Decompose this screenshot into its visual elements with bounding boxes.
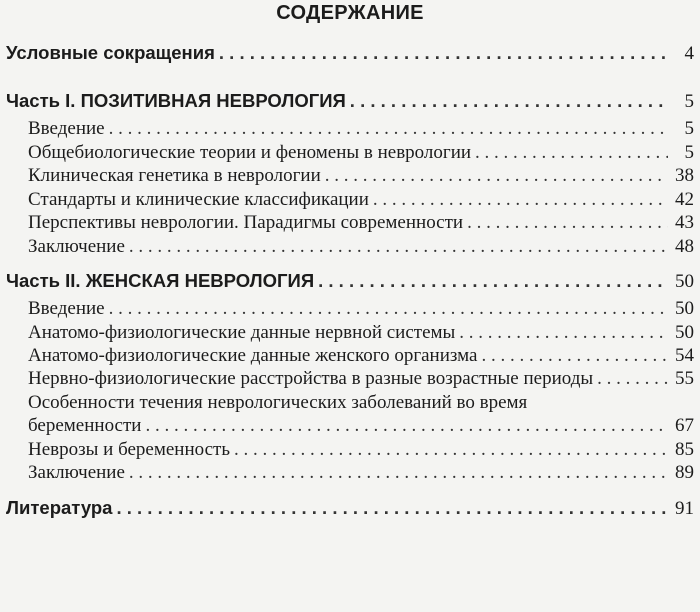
- toc-entry: [28, 118, 694, 140]
- toc-entry-page: 54: [675, 345, 694, 366]
- leader-dots: [475, 142, 668, 164]
- toc-part-2: [6, 270, 694, 293]
- toc-entry: [28, 165, 694, 187]
- toc-entry: [28, 236, 694, 258]
- toc-entry: [28, 322, 694, 344]
- toc-entry: [28, 368, 694, 390]
- toc-entry-abbreviations: [6, 42, 694, 65]
- toc-entry-label: Литература: [6, 497, 113, 518]
- toc-part-label: Часть II. ЖЕНСКАЯ НЕВРОЛОГИЯ: [6, 270, 315, 291]
- toc-entry-page: 67: [675, 415, 694, 436]
- toc-entry: [28, 142, 694, 164]
- toc-entry-label: Перспективы неврологии. Парадигмы современности: [28, 212, 464, 233]
- toc-entry-label: Нервно-физиологические расстройства в разные возрастные периоды: [28, 368, 594, 389]
- toc-entry-label: Анатомо-физиологические данные женского организма: [28, 345, 478, 366]
- leader-dots: [597, 368, 668, 390]
- page-title: СОДЕРЖАНИЕ: [276, 2, 424, 24]
- toc-entry-page: 91: [675, 498, 694, 519]
- toc-entry-page: 50: [675, 298, 694, 319]
- toc-part-page: 50: [675, 271, 694, 292]
- toc-entry-label: беременности: [28, 415, 142, 436]
- toc-entry-label: Стандарты и клинические классификации: [28, 189, 369, 210]
- toc-entry-page: 85: [675, 439, 694, 460]
- toc-entry-label: Анатомо-физиологические данные нервной системы: [28, 322, 456, 343]
- toc-entry-page: 38: [675, 165, 694, 186]
- toc-entry-page: 42: [675, 189, 694, 210]
- toc-entry-label: Условные сокращения: [6, 42, 215, 63]
- toc-entry: [28, 212, 694, 234]
- toc-entry-page: 4: [684, 43, 694, 64]
- toc-entry-page: 55: [675, 368, 694, 389]
- toc-entry-label-line1: Особенности течения неврологических заболеваний во время: [28, 392, 528, 413]
- toc-entry-page: 89: [675, 462, 694, 483]
- toc-entry: [28, 345, 694, 367]
- toc-entry: [28, 298, 694, 320]
- toc-entry-label: Заключение: [28, 236, 125, 257]
- toc-part-page: 5: [684, 91, 694, 112]
- toc-entry: [28, 415, 694, 437]
- toc-entry-literature: [6, 497, 694, 520]
- toc-part-label: Часть I. ПОЗИТИВНАЯ НЕВРОЛОГИЯ: [6, 90, 346, 111]
- leader-dots: [481, 345, 668, 367]
- toc-entry: [28, 189, 694, 211]
- leader-dots: [325, 165, 668, 187]
- leader-dots: [109, 298, 668, 320]
- toc-entry-page: 43: [675, 212, 694, 233]
- toc-entry-page: 5: [684, 142, 694, 163]
- leader-dots: [129, 236, 668, 258]
- leader-dots: [116, 497, 668, 519]
- toc-entry: [28, 439, 694, 461]
- toc-entry-label: Введение: [28, 298, 105, 319]
- toc-entry-label: Клиническая генетика в неврологии: [28, 165, 321, 186]
- leader-dots: [109, 118, 668, 140]
- toc-entry-label: Введение: [28, 118, 105, 139]
- leader-dots: [219, 42, 668, 64]
- leader-dots: [373, 189, 668, 211]
- leader-dots: [459, 322, 668, 344]
- leader-dots: [467, 212, 668, 234]
- toc-entry-page: 50: [675, 322, 694, 343]
- leader-dots: [145, 415, 668, 437]
- leader-dots: [350, 90, 668, 112]
- toc-part-1: [6, 90, 694, 113]
- toc-entry-label: Заключение: [28, 462, 125, 483]
- leader-dots: [318, 270, 668, 292]
- leader-dots: [129, 462, 668, 484]
- toc-entry-page: 48: [675, 236, 694, 257]
- toc-entry-label: Общебиологические теории и феномены в неврологии: [28, 142, 472, 163]
- toc-entry-label: Неврозы и беременность: [28, 439, 231, 460]
- toc-entry: [28, 462, 694, 484]
- toc-entry-page: 5: [684, 118, 694, 139]
- leader-dots: [234, 439, 668, 461]
